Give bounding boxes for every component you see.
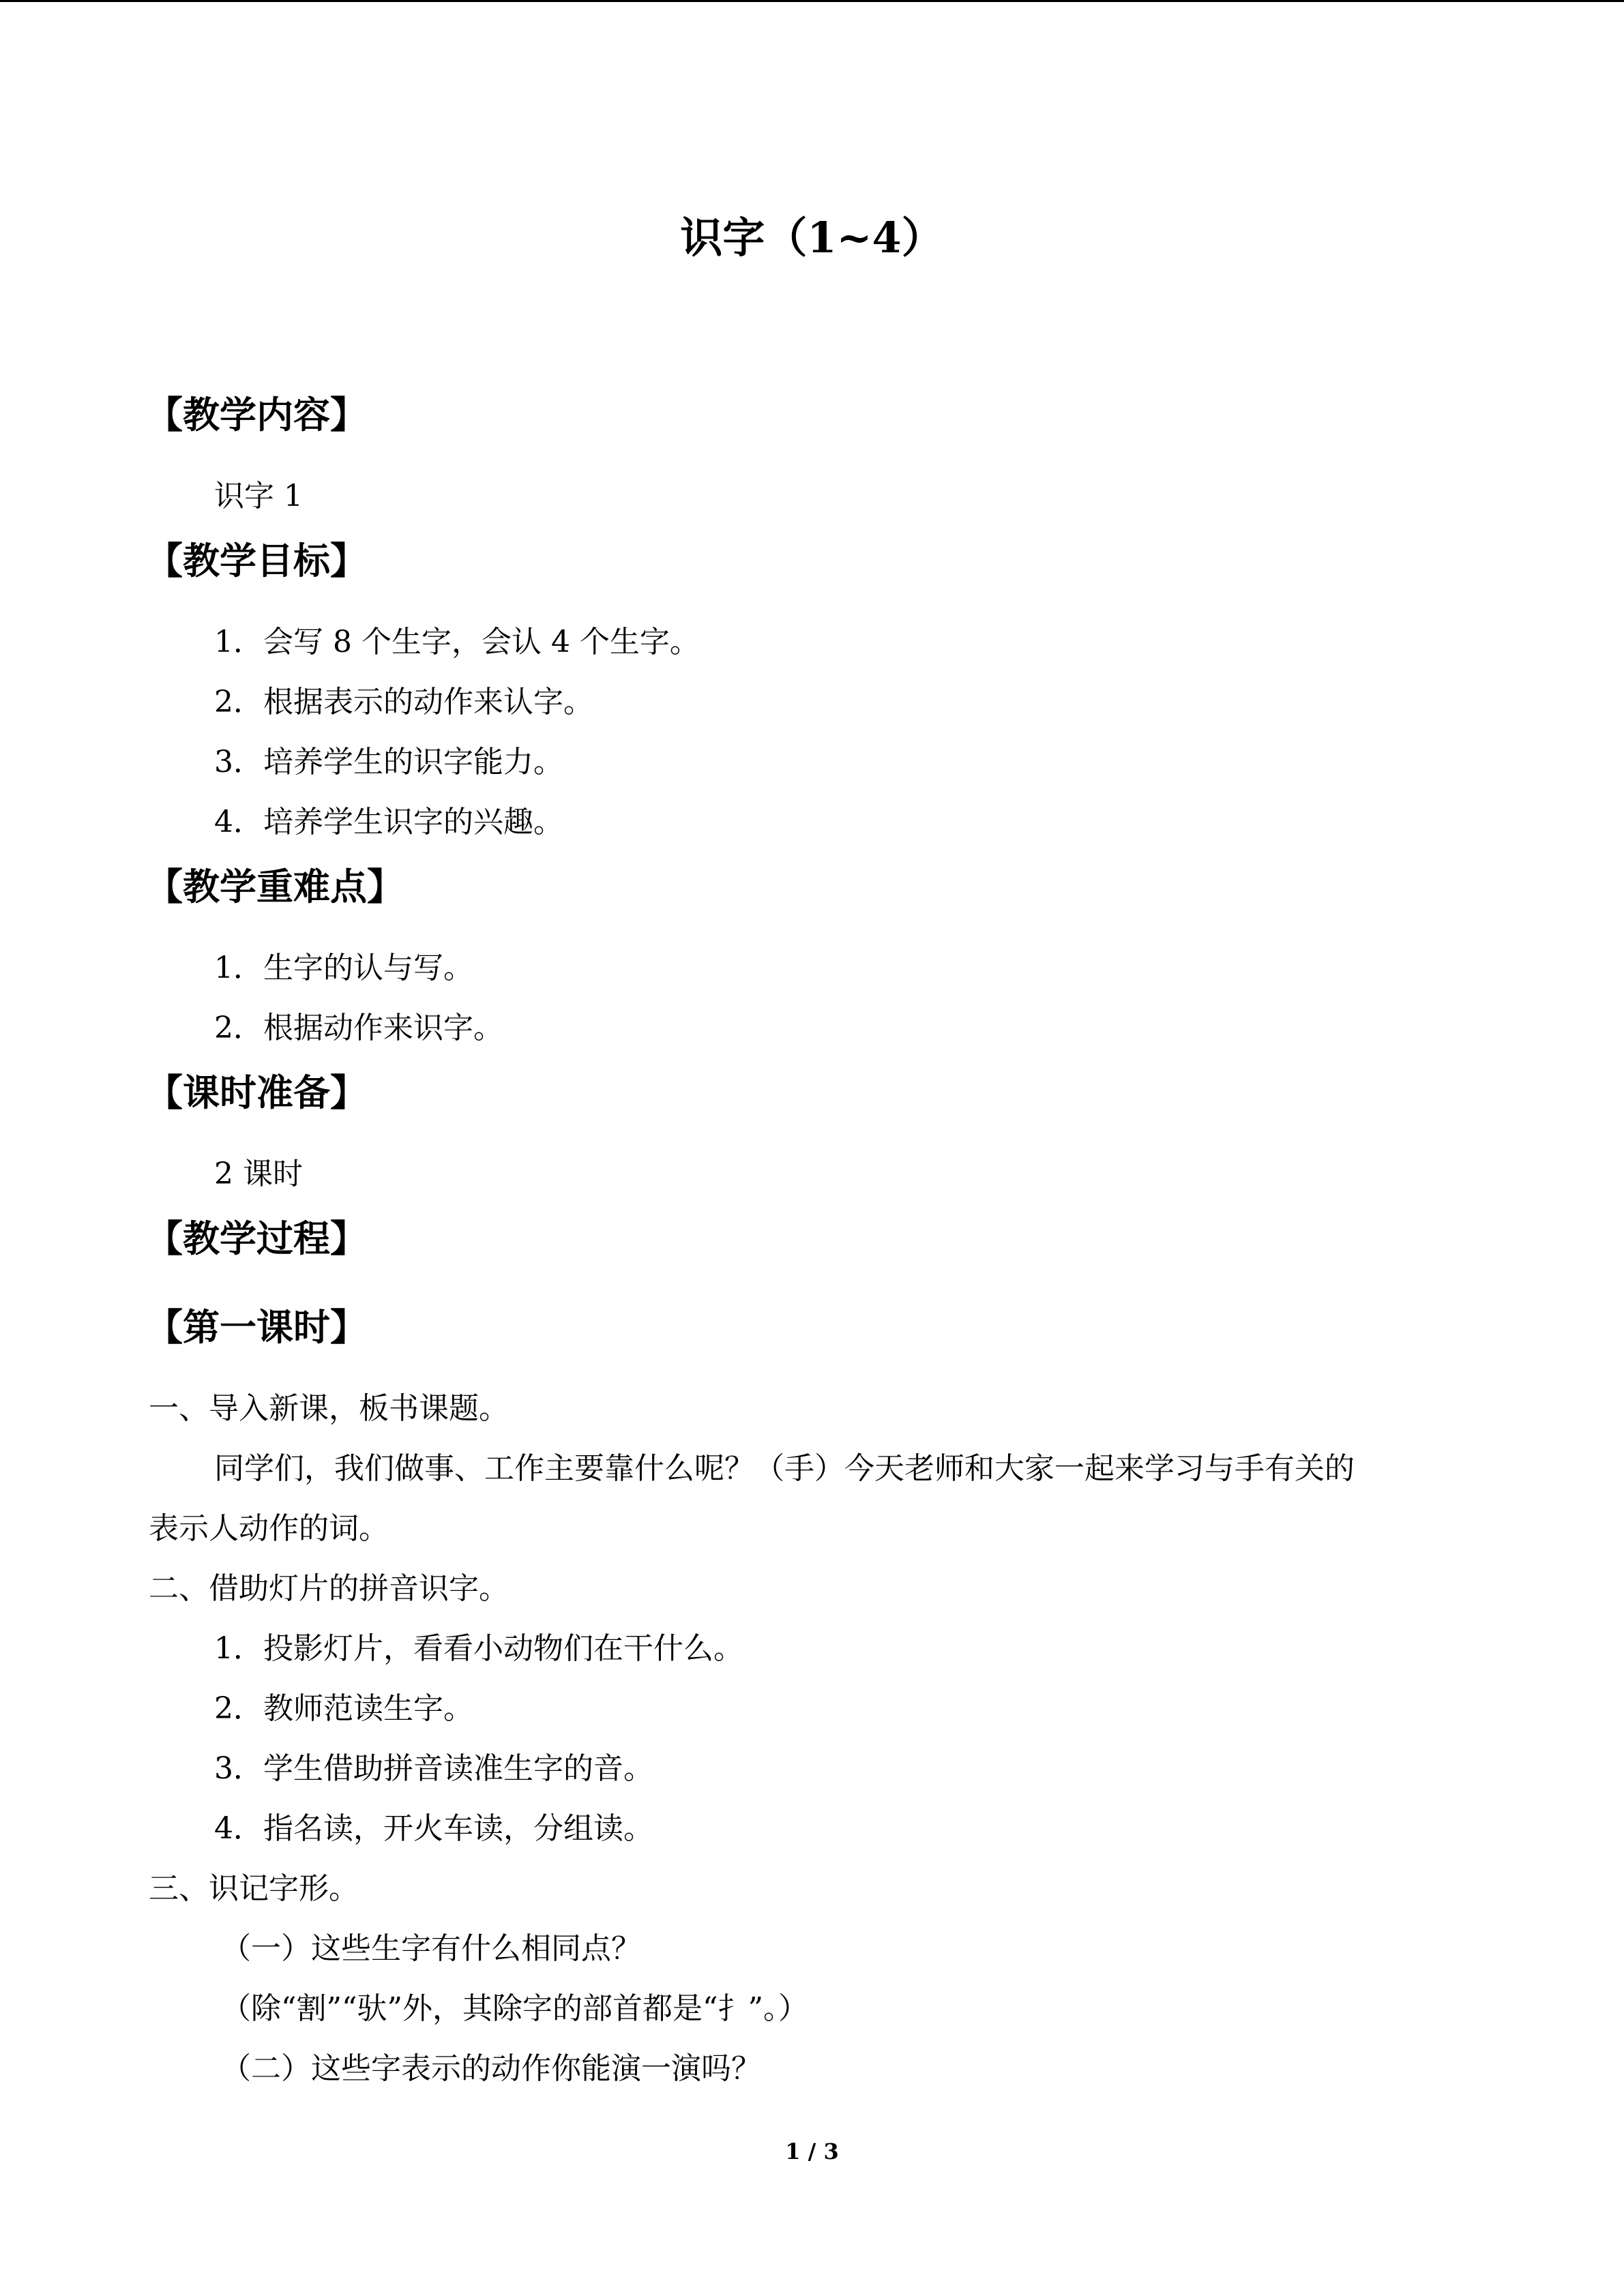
teaching-content-text: 识字 1 (214, 479, 303, 513)
step2-item-4: 4．指名读，开火车读，分组读。 (214, 1811, 653, 1846)
heading-teaching-process: 【教学过程】 (146, 1217, 367, 1260)
page-number: 1 / 3 (785, 2138, 839, 2164)
document-title: 识字（1~4） (680, 213, 944, 263)
step3-question-2: （二）这些字表示的动作你能演一演吗？ (221, 2051, 761, 2086)
step3-answer-1: （除“割”“驮”外，其除字的部首都是“扌”。） (221, 1991, 808, 2026)
step2-item-1: 1．投影灯片，看看小动物们在干什么。 (214, 1631, 743, 1666)
heading-first-lesson: 【第一课时】 (146, 1305, 367, 1349)
step2-item-3: 3．学生借助拼音读准生字的音。 (214, 1751, 653, 1786)
step3-title: 三、识记字形。 (149, 1871, 359, 1906)
goal-item-4: 4．培养学生识字的兴趣。 (214, 805, 563, 839)
keypoint-item-2: 2．根据动作来识字。 (214, 1011, 503, 1045)
step1-title: 一、导入新课，板书课题。 (149, 1391, 509, 1426)
step3-question-1: （一）这些生字有什么相同点？ (221, 1931, 641, 1966)
step1-text-line1: 同学们，我们做事、工作主要靠什么呢？（手）今天老师和大家一起来学习与手有关的 (214, 1451, 1355, 1486)
lesson-prep-text: 2 课时 (214, 1157, 303, 1191)
heading-teaching-goals: 【教学目标】 (146, 539, 367, 582)
keypoint-item-1: 1．生字的认与写。 (214, 951, 473, 985)
goal-item-3: 3．培养学生的识字能力。 (214, 745, 563, 779)
heading-teaching-content: 【教学内容】 (146, 393, 367, 436)
step2-title: 二、借助灯片的拼音识字。 (149, 1571, 509, 1606)
heading-lesson-prep: 【课时准备】 (146, 1071, 367, 1114)
heading-key-points: 【教学重难点】 (146, 865, 404, 908)
step2-item-2: 2．教师范读生字。 (214, 1691, 473, 1726)
step1-text-line2: 表示人动作的词。 (149, 1511, 389, 1546)
goal-item-2: 2．根据表示的动作来认字。 (214, 685, 593, 719)
goal-item-1: 1．会写 8 个生字，会认 4 个生字。 (214, 625, 700, 659)
